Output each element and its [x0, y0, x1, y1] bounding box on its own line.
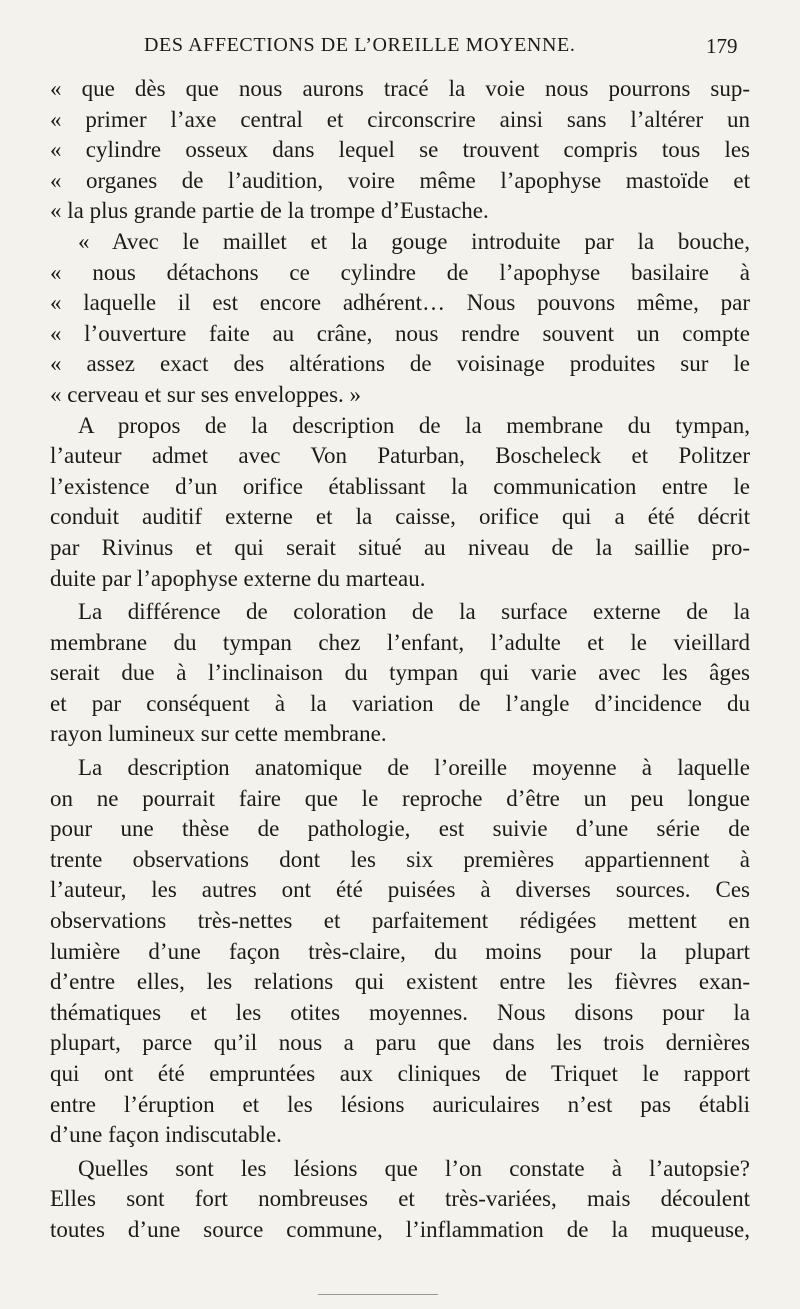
- text-line: et par conséquent à la variation de l’angle d’incidence du: [50, 690, 750, 716]
- page-number: 179: [706, 34, 738, 58]
- text-line: « laquelle il est encore adhérent… Nous pouvons même, par: [50, 290, 750, 316]
- body-text: [50, 74, 750, 1246]
- text-line: « nous détachons ce cylindre de l’apophyse basilaire à: [50, 259, 750, 285]
- text-line: « l’ouverture faite au crâne, nous rendre souvent un compte: [50, 320, 750, 346]
- text-line: trente observations dont les six premières appartiennent à: [50, 846, 750, 872]
- text-line: d’entre elles, les relations qui existent entre les fièvres exan-: [50, 969, 750, 995]
- text-line: « Avec le maillet et la gouge introduite par la bouche,: [78, 228, 750, 254]
- text-line: membrane du tympan chez l’enfant, l’adulte et le vieillard: [50, 629, 750, 655]
- paragraph: [50, 411, 750, 595]
- paragraph: [50, 1154, 750, 1246]
- text-line: l’auteur, les autres ont été puisées à diverses sources. Ces: [50, 877, 750, 903]
- text-line: « cerveau et sur ses enveloppes. »: [50, 381, 362, 407]
- text-line: « organes de l’audition, voire même l’apophyse mastoïde et: [50, 167, 750, 193]
- text-line: l’auteur admet avec Von Paturban, Boscheleck et Politzer: [50, 443, 750, 469]
- text-line: A propos de la description de la membrane du tympan,: [78, 412, 750, 438]
- text-line: Elles sont fort nombreuses et très-variées, mais découlent: [50, 1186, 750, 1212]
- text-line: observations très-nettes et parfaitement rédigées mettent en: [50, 908, 750, 934]
- text-line: « que dès que nous aurons tracé la voie nous pourrons sup-: [50, 76, 750, 101]
- paragraph: [50, 74, 750, 227]
- page-header: [140, 34, 780, 60]
- footer-rule: [318, 1294, 438, 1295]
- text-line: rayon lumineux sur cette membrane.: [50, 721, 387, 747]
- text-line: on ne pourrait faire que le reproche d’être un peu longue: [50, 785, 750, 811]
- text-line: thématiques et les otites moyennes. Nous disons pour la: [50, 999, 750, 1025]
- text-line: La différence de coloration de la surface externe de la: [78, 599, 750, 625]
- text-line: entre l’éruption et les lésions auriculaires n’est pas établi: [50, 1091, 750, 1117]
- text-line: « cylindre osseux dans lequel se trouvent compris tous les: [50, 137, 750, 163]
- text-line: La description anatomique de l’oreille moyenne à laquelle: [78, 755, 750, 781]
- text-line: toutes d’une source commune, l’inflammation de la muqueuse,: [50, 1216, 750, 1242]
- text-line: qui ont été empruntées aux cliniques de Triquet le rapport: [50, 1061, 750, 1086]
- text-line: Quelles sont les lésions que l’on constate à l’autopsie?: [78, 1155, 750, 1181]
- text-line: conduit auditif externe et la caisse, orifice qui a été décrit: [50, 504, 750, 530]
- text-line: serait due à l’inclinaison du tympan qui varie avec les âges: [50, 660, 750, 686]
- text-line: « la plus grande partie de la trompe d’Eustache.: [50, 198, 489, 224]
- running-head: DES AFFECTIONS DE L’OREILLE MOYENNE.: [144, 34, 576, 56]
- text-line: d’une façon indiscutable.: [50, 1122, 282, 1148]
- text-line: par Rivinus et qui serait situé au niveau de la saillie pro-: [50, 534, 750, 560]
- text-line: l’existence d’un orifice établissant la communication entre le: [50, 473, 750, 499]
- text-line: lumière d’une façon très-claire, du moins pour la plupart: [50, 938, 750, 964]
- text-line: « assez exact des altérations de voisinage produites sur le: [50, 351, 750, 377]
- paragraph: [50, 753, 750, 1151]
- paragraph: [50, 227, 750, 411]
- text-line: pour une thèse de pathologie, est suivie d’une série de: [50, 816, 750, 842]
- paragraph: [50, 597, 750, 750]
- text-line: duite par l’apophyse externe du marteau.: [50, 565, 426, 591]
- text-line: « primer l’axe central et circonscrire ainsi sans l’altérer un: [50, 106, 750, 132]
- text-line: plupart, parce qu’il nous a paru que dans les trois dernières: [50, 1030, 750, 1056]
